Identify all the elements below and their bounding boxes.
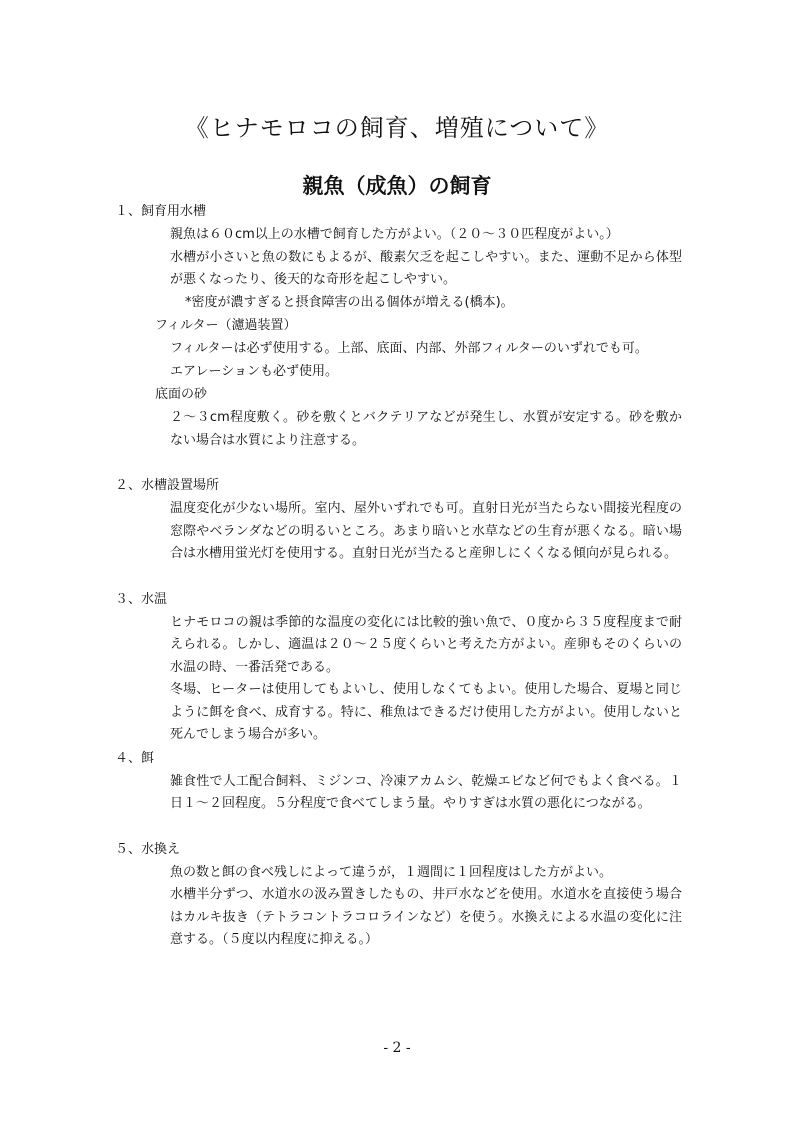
- section-location: [0, 474, 794, 566]
- paragraph: ２～３cm程度敷く。砂を敷くとバクテリアなどが発生し、水質が安定する。砂を敷かない場合は水質により注意する。: [170, 410, 682, 448]
- paragraph: 冬場、ヒーターは使用してもよいし、使用しなくてもよい。使用した場合、夏場と同じように餌を食べ、成育する。特に、稚魚はできるだけ使用した方がよい。使用しないと死んでしまう場合が多い。: [170, 682, 682, 742]
- paragraph: フィルターは必ず使用する。上部、底面、内部、外部フィルターのいずれでも可。: [170, 341, 648, 356]
- paragraph: エアレーションも必ず使用。: [170, 363, 338, 379]
- section-heading: ２、水槽設置場所: [115, 478, 220, 493]
- paragraph: 親魚は６０cm以上の水槽で飼育した方がよい。（２０～３０匹程度がよい。）: [170, 227, 619, 242]
- paragraph: 魚の数と餌の食べ残しによって違うが，１週間に１回程度はした方がよい。: [170, 864, 613, 880]
- section-temperature: [0, 588, 794, 747]
- paragraph: 水槽半分ずつ、水道水の汲み置きしたもの、井戸水などを使用。水道水を直接使う場合はカルキ抜き（テトラコントラコロラインなど）を使う。水換えによる水温の変化に注意する。（５度以内程度に抑える。）: [170, 887, 682, 947]
- section-heading: ３、水温: [115, 591, 168, 607]
- section-heading: ５、水換え: [115, 841, 181, 857]
- section-heading: ４、餌: [115, 750, 155, 766]
- page-number: - 2 -: [383, 1040, 411, 1056]
- page-title: 《ヒナモロコの飼育、増殖について》: [184, 114, 610, 142]
- section-feed: [0, 747, 794, 816]
- paragraph: 雑食性で人工配合飼料、ミジンコ、冷凍アカムシ、乾燥エビなど何でもよく食べる。１日１～２回程度。５分程度で食べてしまう量。やりすぎは水質の悪化につながる。: [170, 773, 682, 811]
- section-title: 親魚（成魚）の飼育: [302, 174, 492, 198]
- sub-heading-sand: 底面の砂: [155, 387, 208, 402]
- note: *密度が濃すぎると摂食障害の出る個体が増える(橋本)。: [185, 294, 514, 310]
- section-water-change: [0, 838, 794, 952]
- document-body: [0, 200, 794, 952]
- paragraph: ヒナモロコの親は季節的な温度の変化には比較的強い魚で、０度から３５度程度まで耐えられる。しかし、適温は２０～２５度くらいと考えた方がよい。産卵もそのくらいの水温の時、一番活発である。: [170, 614, 682, 675]
- section-aquarium: [0, 200, 794, 452]
- paragraph: 温度変化が少ない場所。室内、屋外いずれでも可。直射日光が当たらない間接光程度の窓際やベランダなどの明るいところ。あまり暗いと水草などの生育が悪くなる。暗い場合は水槽用蛍光灯を使用する。直射日光が当たると産卵しにくくなる傾向が見られる。: [170, 501, 682, 561]
- sub-heading-filter: フィルター（濾過装置）: [155, 318, 297, 333]
- section-heading: １、飼育用水槽: [115, 204, 207, 219]
- paragraph: 水槽が小さいと魚の数にもよるが、酸素欠乏を起こしやすい。また、運動不足から体型が悪くなったり、後天的な奇形を起こしやすい。: [170, 249, 682, 287]
